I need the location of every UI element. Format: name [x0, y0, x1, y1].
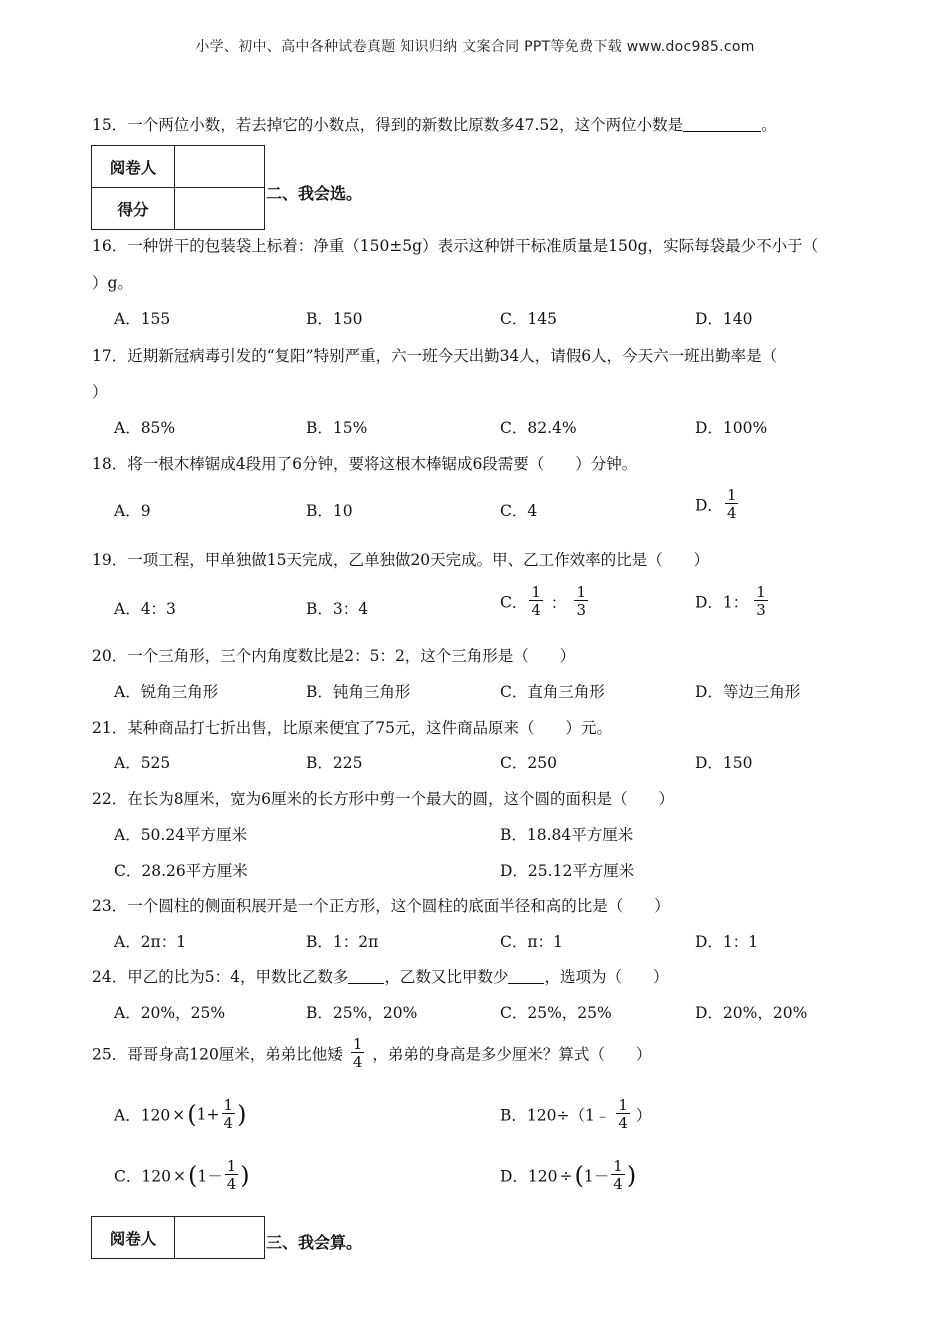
option-c[interactable]: C．250	[500, 754, 557, 772]
numerator: 1	[531, 583, 541, 601]
question-17-line1: 17．近期新冠病毒引发的“复阳”特别严重，六一班今天出勤34人，请假6人，今天六一班出勤率是（	[92, 347, 778, 365]
numerator: 1	[618, 1096, 628, 1114]
answer-blank[interactable]	[508, 969, 544, 984]
option-c[interactable]: C．4	[500, 502, 538, 520]
option-c[interactable]	[114, 1159, 250, 1192]
option-b[interactable]: B．150	[306, 310, 363, 328]
option-b[interactable]: B．225	[306, 754, 363, 772]
denominator: 4	[531, 601, 541, 619]
option-d[interactable]: D．25.12平方厘米	[500, 862, 635, 880]
fraction	[529, 585, 543, 618]
option-d-prefix: D．1：	[695, 593, 749, 612]
option-d[interactable]: D．150	[695, 754, 753, 772]
numerator: 1	[613, 1157, 623, 1175]
right-paren: )	[240, 1161, 250, 1190]
option-c[interactable]: C．82.4%	[500, 419, 577, 437]
option-b[interactable]	[500, 1098, 651, 1131]
section-2-title: 二、我会选。	[266, 184, 363, 203]
numerator: 1	[756, 583, 766, 601]
option-c[interactable]	[500, 585, 590, 618]
reviewer-cell[interactable]	[175, 146, 265, 188]
option-b[interactable]: B．1：2π	[306, 933, 379, 951]
numerator: 1	[576, 583, 586, 601]
denominator: 4	[618, 1114, 628, 1132]
score-cell[interactable]	[175, 188, 265, 230]
left-paren: (	[187, 1100, 197, 1129]
inner-expression: 1－	[583, 1167, 610, 1186]
option-a[interactable]	[114, 1098, 246, 1131]
fraction	[222, 1098, 236, 1131]
option-a[interactable]: A．4：3	[114, 600, 176, 618]
option-d[interactable]: D．等边三角形	[695, 683, 801, 701]
option-d[interactable]: D．1：1	[695, 933, 759, 951]
left-paren: (	[574, 1161, 584, 1190]
option-d-prefix: D．	[695, 496, 723, 515]
numerator: 1	[352, 1035, 363, 1053]
option-a[interactable]: A．85%	[114, 419, 176, 437]
question-25-part2: ，弟弟的身高是多少厘米？算式（ ）	[372, 1045, 652, 1064]
denominator: 4	[726, 504, 737, 522]
option-a[interactable]: A．525	[114, 754, 171, 772]
inner-expression: 1－	[197, 1167, 223, 1186]
question-24-part2: ，乙数又比甲数少	[384, 968, 509, 986]
option-d-prefix: D．120	[500, 1167, 558, 1186]
option-c[interactable]: C．直角三角形	[500, 683, 605, 701]
ratio-sign: ：	[550, 593, 567, 612]
question-20: 20．一个三角形，三个内角度数比是2：5：2，这个三角形是（ ）	[92, 647, 576, 665]
fraction	[725, 488, 739, 521]
option-a[interactable]: A．2π：1	[114, 933, 187, 951]
option-a[interactable]: A．155	[114, 310, 171, 328]
option-b[interactable]: B．15%	[306, 419, 368, 437]
question-15-text: 15．一个两位小数，若去掉它的小数点，得到的新数比原数多47.52，这个两位小数是	[92, 116, 684, 134]
fraction	[574, 585, 588, 618]
numerator: 1	[726, 486, 737, 504]
right-paren: )	[626, 1161, 637, 1190]
question-17-line2: ）	[92, 383, 108, 401]
denominator: 4	[226, 1175, 237, 1193]
denominator: 3	[576, 601, 586, 619]
score-box	[91, 145, 265, 230]
denominator: 4	[613, 1175, 623, 1193]
score-label: 得分	[92, 188, 175, 230]
reviewer-label: 阅卷人	[92, 146, 175, 188]
question-24-part3: ，选项为（ ）	[544, 968, 669, 986]
option-b-prefix: B．120÷（1﹣	[500, 1106, 611, 1125]
question-19: 19．一项工程，甲单独做15天完成，乙单独做20天完成。甲、乙工作效率的比是（ ）	[92, 551, 710, 569]
option-b[interactable]: B．钝角三角形	[306, 683, 411, 701]
right-paren: )	[237, 1100, 247, 1129]
question-22: 22．在长为8厘米，宽为6厘米的长方形中剪一个最大的圆，这个圆的面积是（ ）	[92, 790, 674, 808]
option-a[interactable]: A．9	[114, 502, 151, 520]
divide-sign: ÷	[559, 1166, 573, 1185]
option-b[interactable]: B．25%，20%	[306, 1004, 418, 1022]
denominator: 4	[223, 1114, 234, 1132]
times-sign: ×	[172, 1166, 186, 1185]
question-25-part1: 25．哥哥身高120厘米，弟弟比他矮	[92, 1045, 343, 1064]
option-b[interactable]: B．18.84平方厘米	[500, 826, 634, 844]
reviewer-label: 阅卷人	[92, 1217, 175, 1259]
section-3-title: 三、我会算。	[266, 1233, 363, 1252]
question-15-tail: 。	[761, 116, 777, 134]
option-c[interactable]: C．25%，25%	[500, 1004, 612, 1022]
option-a[interactable]: A．50.24平方厘米	[114, 826, 248, 844]
fraction	[616, 1098, 630, 1131]
answer-blank[interactable]	[348, 969, 384, 984]
option-d[interactable]: D．140	[695, 310, 753, 328]
fraction	[611, 1159, 625, 1192]
question-21: 21．某种商品打七折出售，比原来便宜了75元，这件商品原来（ ）元。	[92, 719, 612, 737]
times-sign: ×	[172, 1105, 186, 1124]
option-a[interactable]: A．20%，25%	[114, 1004, 226, 1022]
option-c[interactable]: C．28.26平方厘米	[114, 862, 248, 880]
question-24	[92, 965, 668, 987]
fraction	[754, 585, 768, 618]
option-c-prefix: C．120	[114, 1167, 171, 1186]
question-24-part1: 24．甲乙的比为5：4，甲数比乙数多	[92, 968, 349, 986]
close-paren: ）	[635, 1106, 652, 1125]
inner-expression: 1+	[196, 1105, 220, 1124]
question-18: 18．将一根木棒锯成4段用了6分钟，要将这根木棒锯成6段需要（ ）分钟。	[92, 455, 638, 473]
option-a-prefix: A．120	[114, 1106, 171, 1125]
option-c[interactable]: C．π：1	[500, 933, 563, 951]
left-paren: (	[187, 1161, 198, 1190]
question-16-line2: ）g。	[92, 274, 133, 292]
denominator: 3	[756, 601, 766, 619]
reviewer-cell[interactable]	[175, 1217, 265, 1259]
option-d[interactable]	[695, 585, 770, 618]
option-d[interactable]: D．100%	[695, 419, 768, 437]
score-box	[91, 1216, 265, 1259]
option-b[interactable]: B．10	[306, 502, 353, 520]
option-a[interactable]: A．锐角三角形	[114, 683, 219, 701]
page-header: 小学、初中、高中各种试卷真题 知识归纳 文案合同 PPT等免费下载 www.doc985.com	[195, 39, 755, 55]
question-15	[92, 113, 777, 135]
numerator: 1	[223, 1096, 234, 1114]
answer-blank[interactable]	[683, 115, 761, 132]
denominator: 4	[352, 1053, 363, 1071]
fraction	[225, 1159, 239, 1192]
numerator: 1	[226, 1157, 237, 1175]
question-16-line1: 16．一种饼干的包装袋上标着：净重（150±5g）表示这种饼干标准质量是150g，实际每袋最少不小于（	[92, 237, 819, 255]
option-c[interactable]: C．145	[500, 310, 557, 328]
option-c-prefix: C．	[500, 593, 528, 612]
question-25	[92, 1037, 651, 1070]
option-b[interactable]: B．3：4	[306, 600, 369, 618]
fraction	[351, 1037, 365, 1070]
option-d[interactable]	[695, 488, 740, 521]
question-23: 23．一个圆柱的侧面积展开是一个正方形，这个圆柱的底面半径和高的比是（ ）	[92, 897, 670, 915]
option-d[interactable]	[500, 1159, 636, 1192]
option-d[interactable]: D．20%，20%	[695, 1004, 808, 1022]
